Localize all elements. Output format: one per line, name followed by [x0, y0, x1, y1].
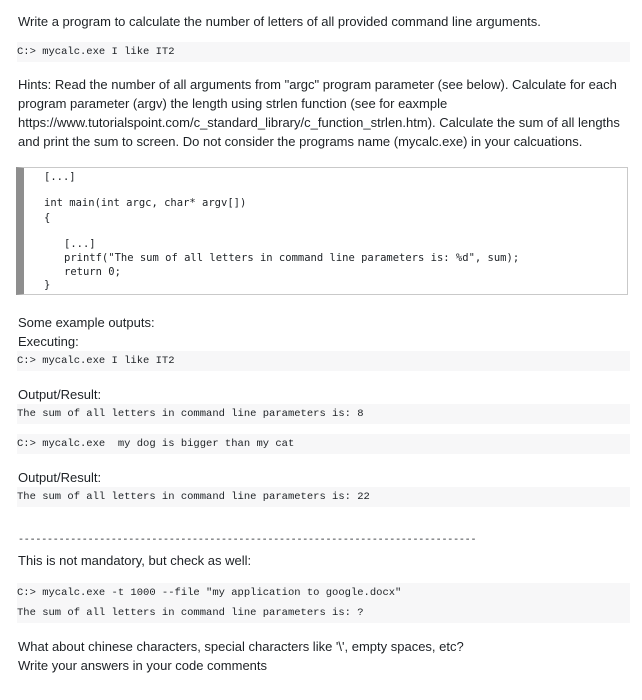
code-line: return 0; — [64, 266, 121, 278]
output-label: Output/Result: — [18, 387, 102, 402]
executing-label: Executing: — [18, 334, 79, 349]
examples-heading: Some example outputs: — [18, 315, 155, 330]
question-text: What about chinese characters, special characters like '\', empty spaces, etc? — [18, 639, 464, 654]
code-line: printf("The sum of all letters in command line parameters is: %d", sum); — [64, 252, 520, 264]
hints-text: Hints: Read the number of all arguments from "argc" program parameter (see below). Calculate for each program parameter (argv) the length using strlen function (see for eaxmple https://www.tutorialspoint.com/c_standard_library/c_function_strlen.htm). Calculate the sum of all lengths and print the sum to screen. Do not consider the programs name (mycalc.exe) in your calcuations. — [18, 77, 620, 149]
task-text: Write a program to calculate the number of letters of all provided command line arguments. — [18, 14, 541, 29]
example2-command: C:> mycalc.exe my dog is bigger than my cat — [17, 434, 630, 454]
example3-output: The sum of all letters in command line parameters is: ? — [17, 603, 630, 623]
code-line: } — [44, 279, 51, 291]
code-block — [16, 167, 628, 295]
command-example: C:> mycalc.exe I like IT2 — [17, 42, 630, 62]
example3-command: C:> mycalc.exe -t 1000 --file "my application to google.docx" — [17, 583, 630, 603]
code-line: [...] — [44, 171, 76, 183]
instruction-text: Write your answers in your code comments — [18, 658, 268, 673]
example1-output: The sum of all letters in command line parameters is: 8 — [17, 404, 630, 424]
optional-note: This is not mandatory, but check as well: — [18, 553, 252, 568]
code-line: { — [44, 212, 51, 224]
example2-output: The sum of all letters in command line parameters is: 22 — [17, 487, 630, 507]
code-line: [...] — [64, 238, 96, 250]
separator-line: ------------------------------------------------------------------------------- — [18, 535, 477, 546]
code-line: int main(int argc, char* argv[]) — [44, 197, 247, 209]
example1-command: C:> mycalc.exe I like IT2 — [17, 351, 630, 371]
output-label: Output/Result: — [18, 470, 102, 485]
